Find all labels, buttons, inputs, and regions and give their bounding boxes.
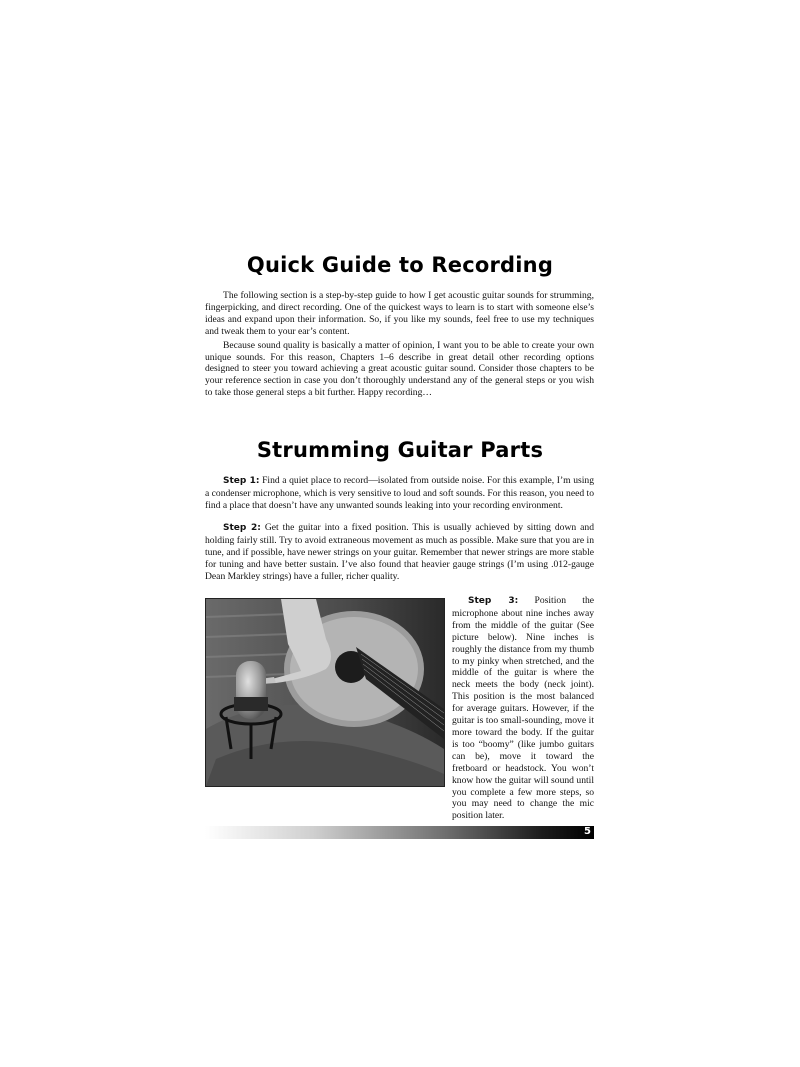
intro-paragraph-2: Because sound quality is basically a matter of opinion, I want you to be able to create your own unique sounds. For this reason, Chapters 1–6 describe in great detail other recording options designed to steer you toward achieving a great acoustic guitar sound. Consider those chapters to be your reference section in case you don’t thoroughly understand any of the general steps or you wish to take those general steps a bit further. Happy recording… [205,339,594,399]
step-2-text: Get the guitar into a fixed position. This is usually achieved by sitting down and holding fairly still. Try to avoid extraneous movement as much as possible. Make sure that you are in tune, and if possible, have newer strings on your guitar. Remember that newer strings are more stable for tuning and have better sustain. I’ve also found that heavier gauge strings (I’m using .012-gauge Dean Markley strings) have a fuller, richer quality. [205,522,594,582]
section-title-strumming: Strumming Guitar Parts [256,438,544,462]
page-number: 5 [584,826,591,837]
step-1 [205,475,594,512]
photo-illustration [206,599,444,786]
footer-gradient-bar [205,826,594,839]
step-3-text: Position the microphone about nine inches away from the middle of the guitar (See picture below). Nine inches is roughly the distance from my thumb to my pinky when stretched, and the middle of the guitar is where the neck meets the body (neck joint). This position is the most balanced for average guitars. However, if the guitar is too small-sounding, move it more toward the body. If the guitar is too “boomy” (like jumbo guitars can be), move it toward the fretboard or headstock. You won’t know how the guitar will sound until you complete a few more steps, so you may need to change the mic position later. [452,595,594,822]
step-2 [205,522,594,583]
guitar-microphone-photo [205,598,445,787]
intro-paragraph-1: The following section is a step-by-step guide to how I get acoustic guitar sounds for strumming, fingerpicking, and direct recording. One of the quickest ways to learn is to start with someone else’s ideas and expand upon their information. So, if you like my sounds, feel free to use my techniques and tweak them to your ear’s content. [205,290,594,337]
intro-text [205,290,594,399]
step-1-text: Find a quiet place to record—isolated from outside noise. For this example, I’m using a condenser microphone, which is very sensitive to loud and soft sounds. For this reason, you need to find a place that doesn’t have any unwanted sounds leaking into your recording environment. [205,475,595,511]
section-title-quick-guide: Quick Guide to Recording [246,253,554,277]
step-3 [452,595,594,822]
step-1-label: Step 1: [223,476,260,486]
step-3-label: Step 3: [468,596,519,606]
step-2-label: Step 2: [223,523,261,533]
